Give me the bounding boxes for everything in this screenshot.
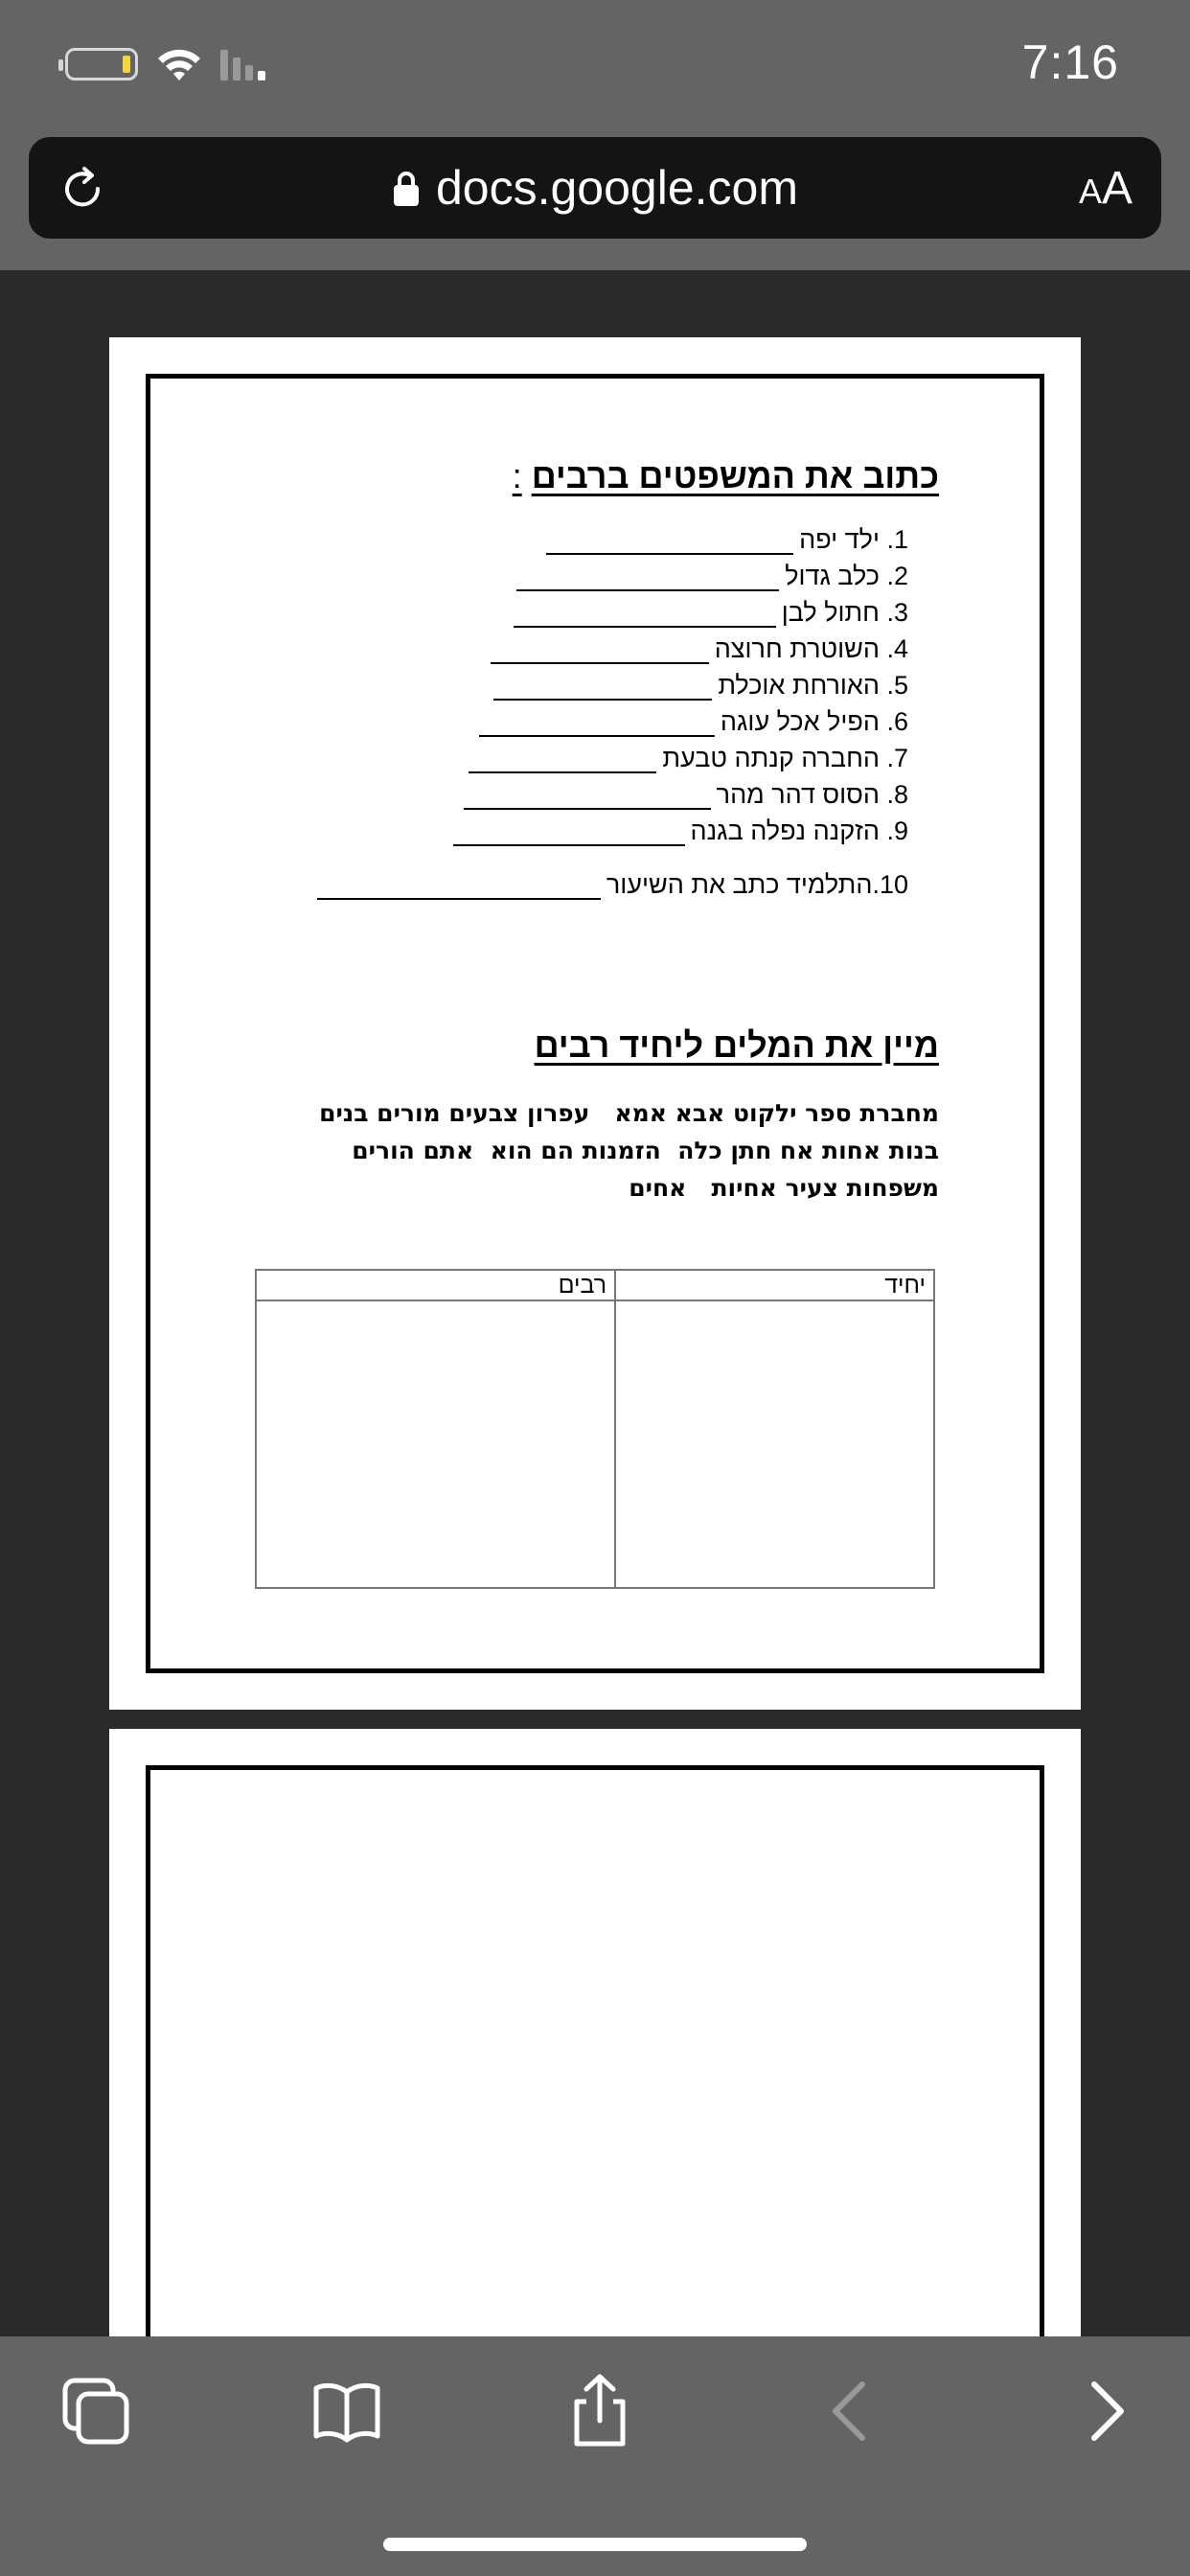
chevron-right-icon[interactable] [1065, 2373, 1142, 2450]
bottom-toolbar [0, 2336, 1190, 2576]
document-page-1 [109, 337, 1081, 1710]
url-display[interactable] [29, 160, 1161, 216]
cellular-signal-icon [218, 48, 276, 82]
text-size-button[interactable]: AA [1078, 163, 1133, 214]
exercise-item-5: 5. האורחת אוכלת [493, 671, 908, 701]
document-page-2 [109, 1729, 1081, 2336]
address-bar-area [0, 134, 1190, 270]
column-header-plural: רבים [256, 1270, 615, 1300]
url-text: docs.google.com [435, 161, 798, 215]
word-bank-line-1: מחברת ספר ילקוט אבא אמא עפרון צבעים מורים בנים [319, 1099, 939, 1127]
bookmarks-icon[interactable] [309, 2373, 385, 2450]
column-header-singular: יחיד [615, 1270, 934, 1300]
exercise-item-1: 1. ילד יפה [546, 525, 908, 555]
status-bar [0, 0, 1190, 134]
home-indicator [383, 2538, 807, 2551]
exercise-item-6: 6. הפיל אכל עוגה [479, 707, 908, 737]
word-bank-line-3: משפחות צעיר אחיות אחים [629, 1174, 939, 1202]
tabs-icon[interactable] [57, 2373, 134, 2450]
singular-cell [615, 1300, 934, 1588]
exercise-item-4: 4. השוטרת חרוצה [491, 634, 908, 664]
page-border [146, 1765, 1044, 2336]
exercise-item-2: 2. כלב גדול [516, 562, 908, 591]
word-bank-line-2: בנות אחות אח חתן כלה הזמנות הם הוא אתם הורים [352, 1137, 939, 1164]
section2-title: מיין את המלים ליחיד רבים [534, 1025, 939, 1065]
battery-icon [65, 48, 138, 80]
status-time: 7:16 [1021, 35, 1119, 89]
exercise-item-3: 3. חתול לבן [514, 598, 908, 628]
address-bar[interactable] [29, 137, 1161, 239]
exercise-item-7: 7. החברה קנתה טבעת [469, 744, 908, 773]
document-viewer[interactable] [0, 270, 1190, 2336]
sorting-table [255, 1269, 935, 1589]
wifi-icon [155, 42, 203, 84]
exercise-item-8: 8. הסוס דהר מהר [464, 780, 908, 810]
plural-cell [256, 1300, 615, 1588]
exercise-item-10: 10.התלמיד כתב את השיעור [317, 870, 908, 900]
lock-icon [392, 170, 421, 208]
section1-title: כתוב את המשפטים ברבים: [512, 456, 939, 495]
chevron-left-icon[interactable] [814, 2373, 891, 2450]
exercise-item-9: 9. הזקנה נפלה בגנה [453, 816, 908, 846]
share-icon[interactable] [561, 2373, 638, 2450]
